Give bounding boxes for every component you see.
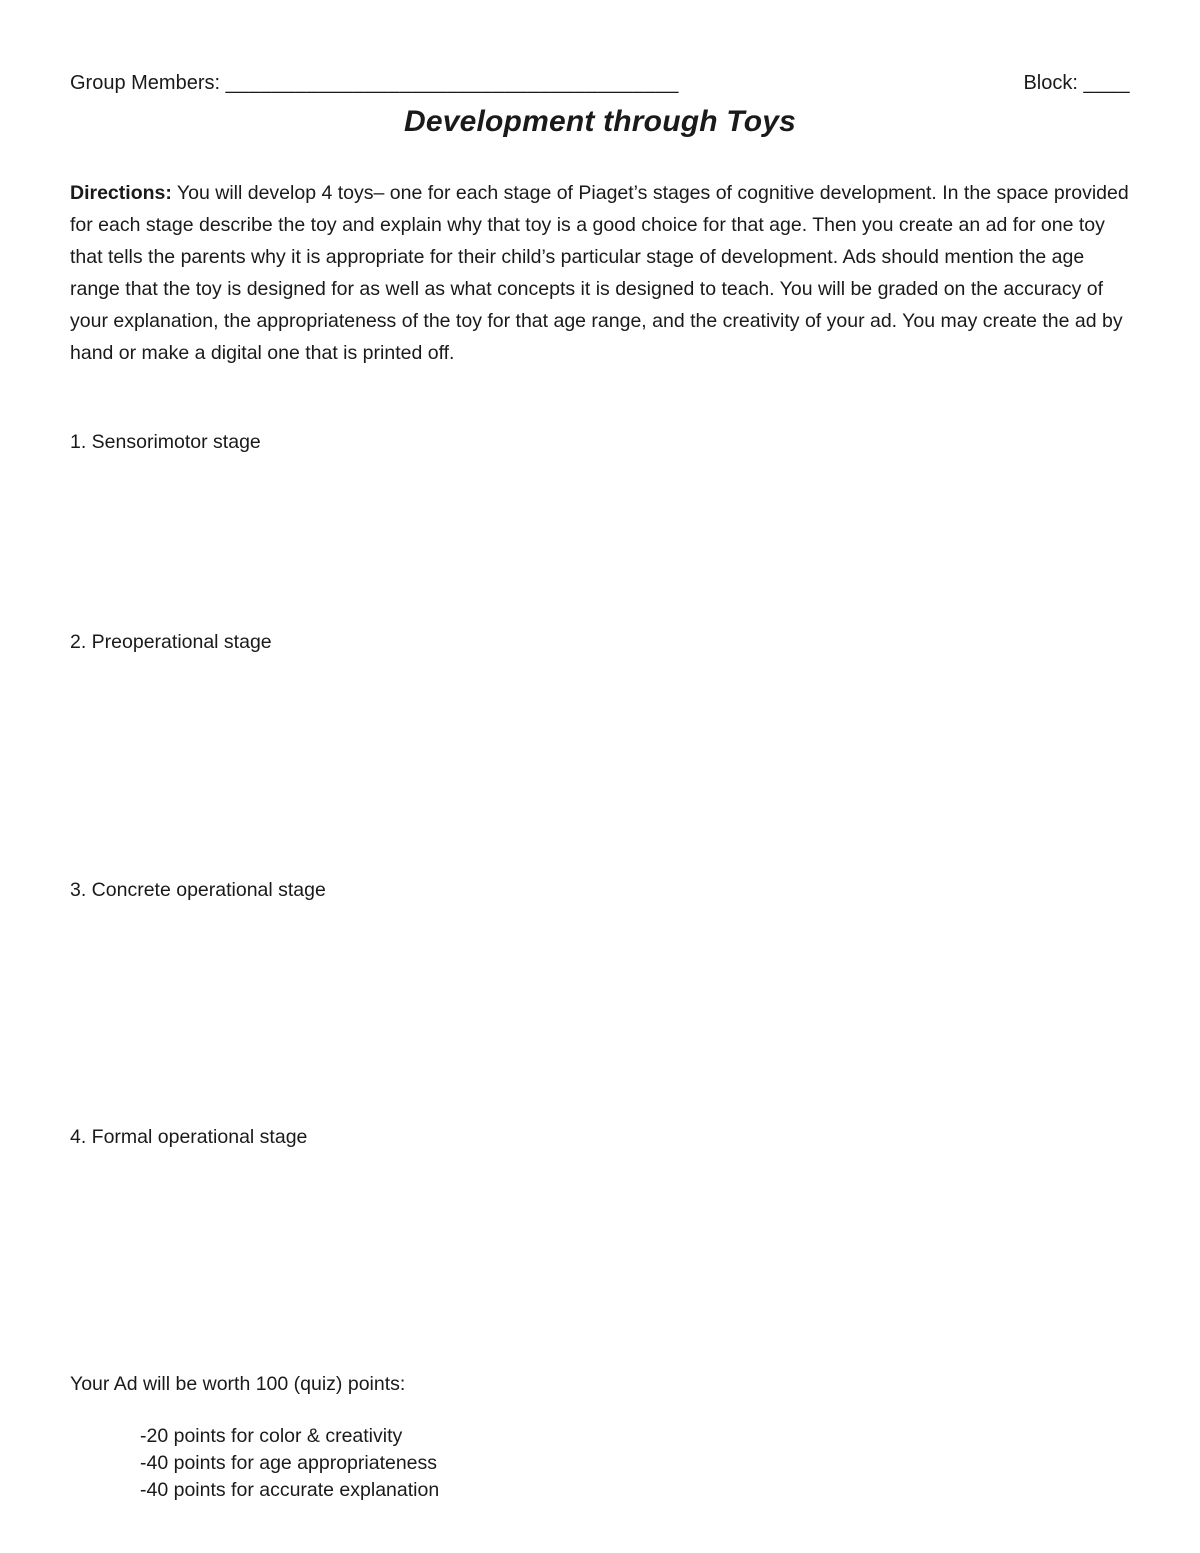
group-members-label: Group Members: <box>70 72 221 94</box>
stage-preoperational-label: 2. Preoperational stage <box>70 631 272 653</box>
stages-section <box>70 429 1130 1150</box>
stage-formal-operational-label: 4. Formal operational stage <box>70 1126 308 1148</box>
points-heading: Your Ad will be worth 100 (quiz) points: <box>70 1373 406 1395</box>
directions-label: Directions: <box>70 182 172 204</box>
group-members-field <box>70 72 679 95</box>
header-row <box>70 72 1130 95</box>
stage-concrete-operational-label: 3. Concrete operational stage <box>70 879 326 901</box>
block-field <box>1023 72 1130 95</box>
group-members-blank-line: _______________________________________ <box>225 72 679 94</box>
points-item-creativity: -20 points for color & creativity <box>140 1425 403 1447</box>
directions-paragraph <box>70 177 1130 369</box>
points-item-accurate-explanation: -40 points for accurate explanation <box>140 1479 440 1501</box>
directions-text: You will develop 4 toys– one for each stage of Piaget’s stages of cognitive development. In the space provided for each stage describe the toy and explain why that toy is a good choice for that age. Then you create an ad for one toy that tells the parents why it is appropriate for their child’s particular stage of development. Ads should mention the age range that the toy is designed for as well as what concepts it is designed to teach. You will be graded on the accuracy of your explanation, the appropriateness of the toy for that age range, and the creativity of your ad. You may create the ad by hand or make a digital one that is printed off. <box>70 182 1129 364</box>
stage-sensorimotor-label: 1. Sensorimotor stage <box>70 431 261 453</box>
points-item-age-appropriateness: -40 points for age appropriateness <box>140 1452 438 1474</box>
block-label: Block: <box>1023 72 1078 94</box>
page-title: Development through Toys <box>403 105 797 138</box>
points-list <box>140 1423 1130 1504</box>
block-blank-line: ____ <box>1083 72 1130 94</box>
